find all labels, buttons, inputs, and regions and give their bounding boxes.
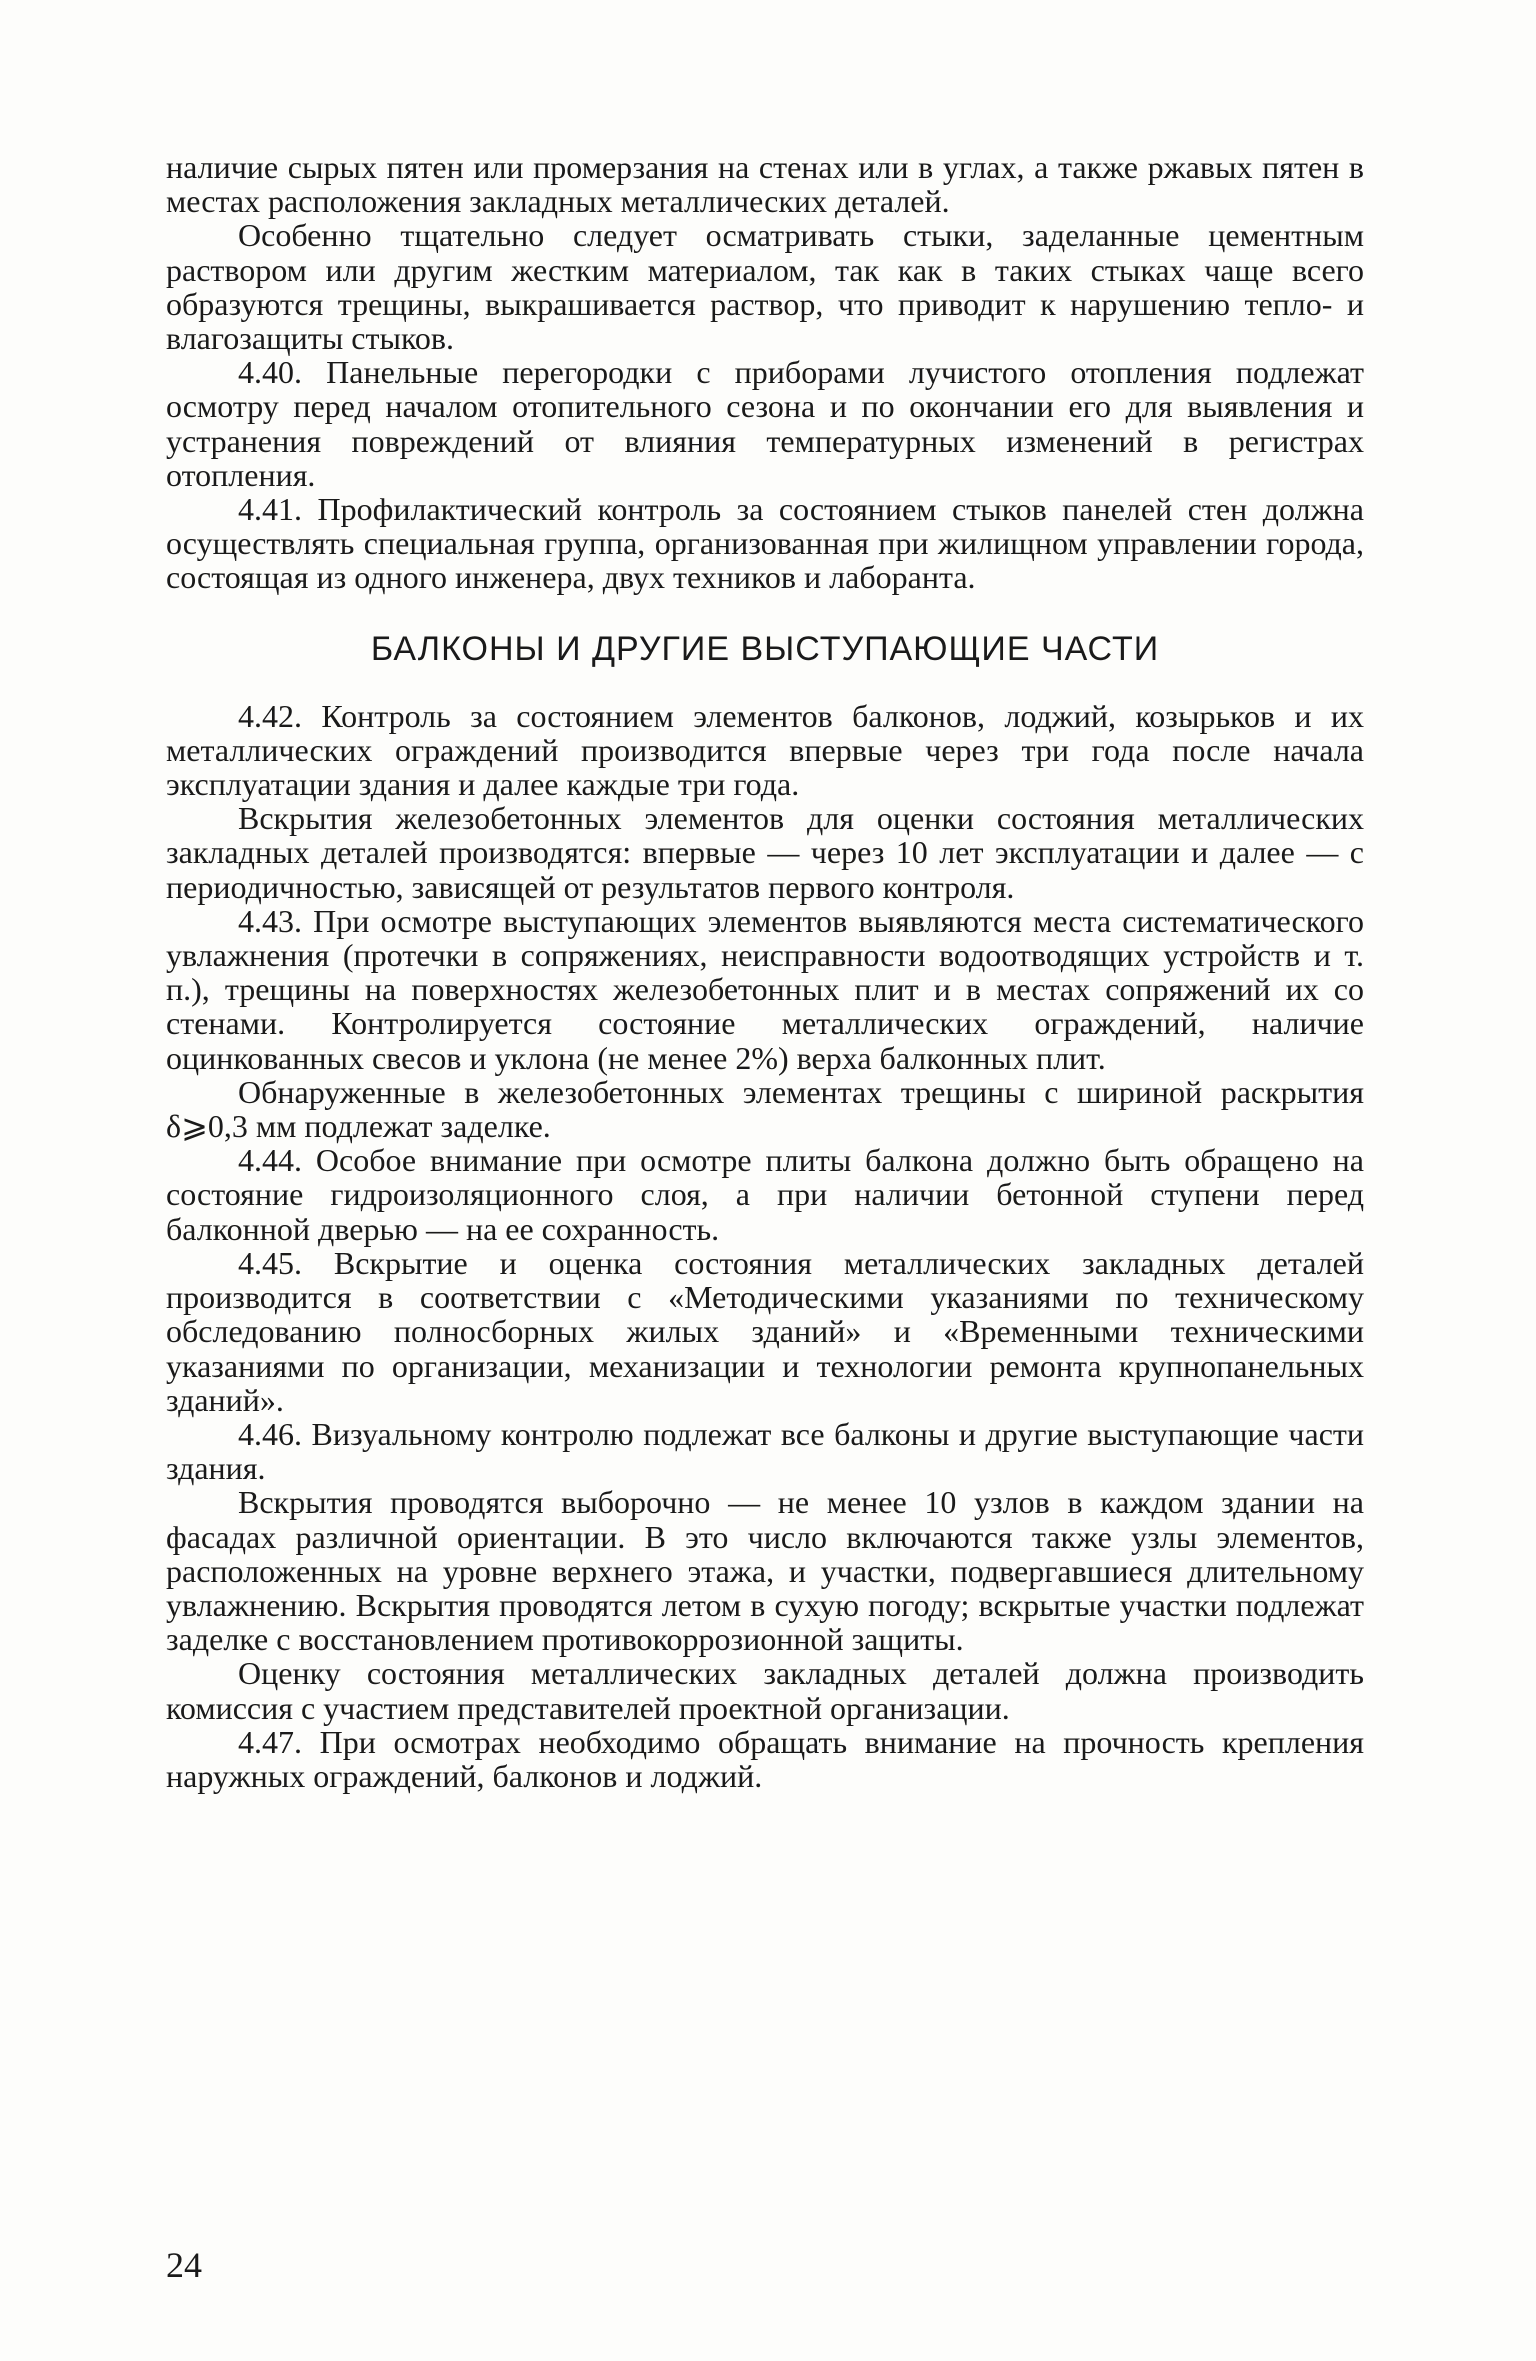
section-heading: БАЛКОНЫ И ДРУГИЕ ВЫСТУПАЮЩИЕ ЧАСТИ — [370, 629, 1160, 668]
paragraph: Вскрытия железобетонных элементов для оценки состояния металлических закладных деталей производятся: впервые — через 10 лет эксплуатации и далее — с периодичностью, зависящей от результатов первого контроля. — [166, 800, 1364, 905]
page-number: 24 — [166, 2245, 202, 2285]
body-text — [166, 150, 1364, 1793]
paragraph: 4.41. Профилактический контроль за состоянием стыков панелей стен должна осуществлять специальная группа, организованная при жилищном управлении города, состоящая из одного инженера, двух техников и лаборанта. — [166, 491, 1364, 596]
paragraph: 4.43. При осмотре выступающих элементов выявляются места систематического увлажнения (протечки в сопряжениях, неисправности водоотводящих устройств и т. п.), трещины на поверхностях железобетонных плит и в местах сопряжений их со стенами. Контролируется состояние металлических ограждений, наличие оцинкованных свесов и уклона (не менее 2%) верха балконных плит. — [166, 902, 1364, 1076]
paragraph: Вскрытия проводятся выборочно — не менее 10 узлов в каждом здании на фасадах различной ориентации. В это число включаются также узлы элементов, расположенных на уровне верхнего этажа, и участки, подвергавшиеся длительному увлажнению. Вскрытия проводятся летом в сухую погоду; вскрытые участки подлежат заделке с восстановлением противокоррозионной защиты. — [166, 1484, 1364, 1658]
paragraph: 4.47. При осмотрах необходимо обращать внимание на прочность крепления наружных ограждений, балконов и лоджий. — [166, 1723, 1364, 1794]
paragraph: 4.40. Панельные перегородки с приборами лучистого отопления подлежат осмотру перед началом отопительного сезона и по окончании его для выявления и устранения повреждений от влияния температурных изменений в регистрах отопления. — [166, 354, 1364, 493]
paragraphs-after-heading — [166, 699, 1364, 1794]
paragraph: Оценку состояния металлических закладных деталей должна производить комиссия с участием представителей проектной организации. — [166, 1655, 1364, 1726]
paragraph: наличие сырых пятен или промерзания на стенах или в углах, а также ржавых пятен в местах расположения закладных металлических деталей. — [166, 149, 1364, 220]
paragraph: 4.42. Контроль за состоянием элементов балконов, лоджий, козырьков и их металлических ограждений производится впервые через три года после начала эксплуатации здания и далее каждые три года. — [166, 697, 1364, 803]
paragraph: Особенно тщательно следует осматривать стыки, заделанные цементным раствором или другим жестким материалом, так как в таких стыках чаще всего образуются трещины, выкрашивается раствор, что приводит к нарушению тепло- и влагозащиты стыков. — [166, 217, 1364, 357]
paragraph: Обнаруженные в железобетонных элементах трещины с шириной раскрытия δ⩾0,3 мм подлежат заделке. — [166, 1073, 1364, 1145]
paragraph: 4.44. Особое внимание при осмотре плиты балкона должно быть обращено на состояние гидроизоляционного слоя, а при наличии бетонной ступени перед балконной дверью — на ее сохранность. — [166, 1142, 1364, 1247]
paragraph: 4.46. Визуальному контролю подлежат все балконы и другие выступающие части здания. — [166, 1415, 1364, 1487]
paragraphs-before-heading — [166, 150, 1364, 595]
paragraph: 4.45. Вскрытие и оценка состояния металлических закладных деталей производится в соответствии с «Методическими указаниями по техническому обследованию полносборных жилых зданий» и «Временными техническими указаниями по организации, механизации и технологии ремонта крупнопанельных зданий». — [166, 1244, 1364, 1418]
